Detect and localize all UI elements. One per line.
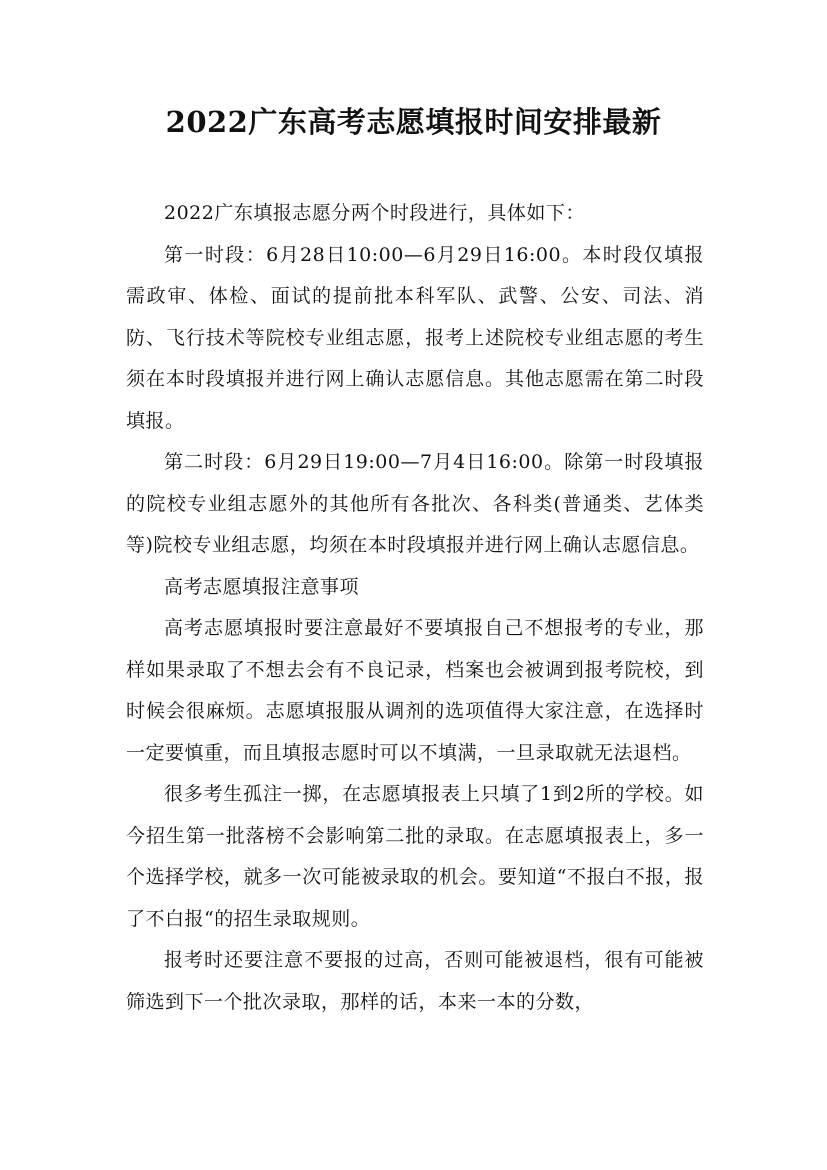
paragraph-second-period: 第二时段：6月29日19:00—7月4日16:00。除第一时段填报的院校专业组志愿外的其他所有各批次、各科类(普通类、艺体类等)院校专业组志愿，均须在本时段填报并进行网上确认志愿信息。 — [126, 451, 704, 556]
section-heading-notes: 高考志愿填报注意事项 — [164, 575, 360, 598]
paragraph-notes-1: 高考志愿填报时要注意最好不要填报自己不想报考的专业，那样如果录取了不想去会有不良记录，档案也会被调到报考院校，到时候会很麻烦。志愿填报服从调剂的选项值得大家注意，在选择时一定要慎重，而且填报志愿时可以不填满，一旦录取就无法退档。 — [126, 617, 704, 764]
paragraph-notes-3: 报考时还要注意不要报的过高，否则可能被退档，很有可能被筛选到下一个批次录取，那样的话，本来一本的分数， — [126, 949, 704, 1013]
document-body — [126, 193, 704, 1023]
paragraph-first-period: 第一时段：6月28日10:00—6月29日16:00。本时段仅填报需政审、体检、面试的提前批本科军队、武警、公安、司法、消防、飞行技术等院校专业组志愿，报考上述院校专业组志愿的考生须在本时段填报并进行网上确认志愿信息。其他志愿需在第二时段填报。 — [126, 243, 704, 432]
document-title: 2022广东高考志愿填报时间安排最新 — [165, 105, 662, 139]
paragraph-notes-2: 很多考生孤注一掷，在志愿填报表上只填了1到2所的学校。如今招生第一批落榜不会影响第二批的录取。在志愿填报表上，多一个选择学校，就多一次可能被录取的机会。要知道“不报白不报，报了不白报“的招生录取规则。 — [126, 783, 704, 930]
paragraph-intro: 2022广东填报志愿分两个时段进行，具体如下： — [164, 202, 585, 224]
